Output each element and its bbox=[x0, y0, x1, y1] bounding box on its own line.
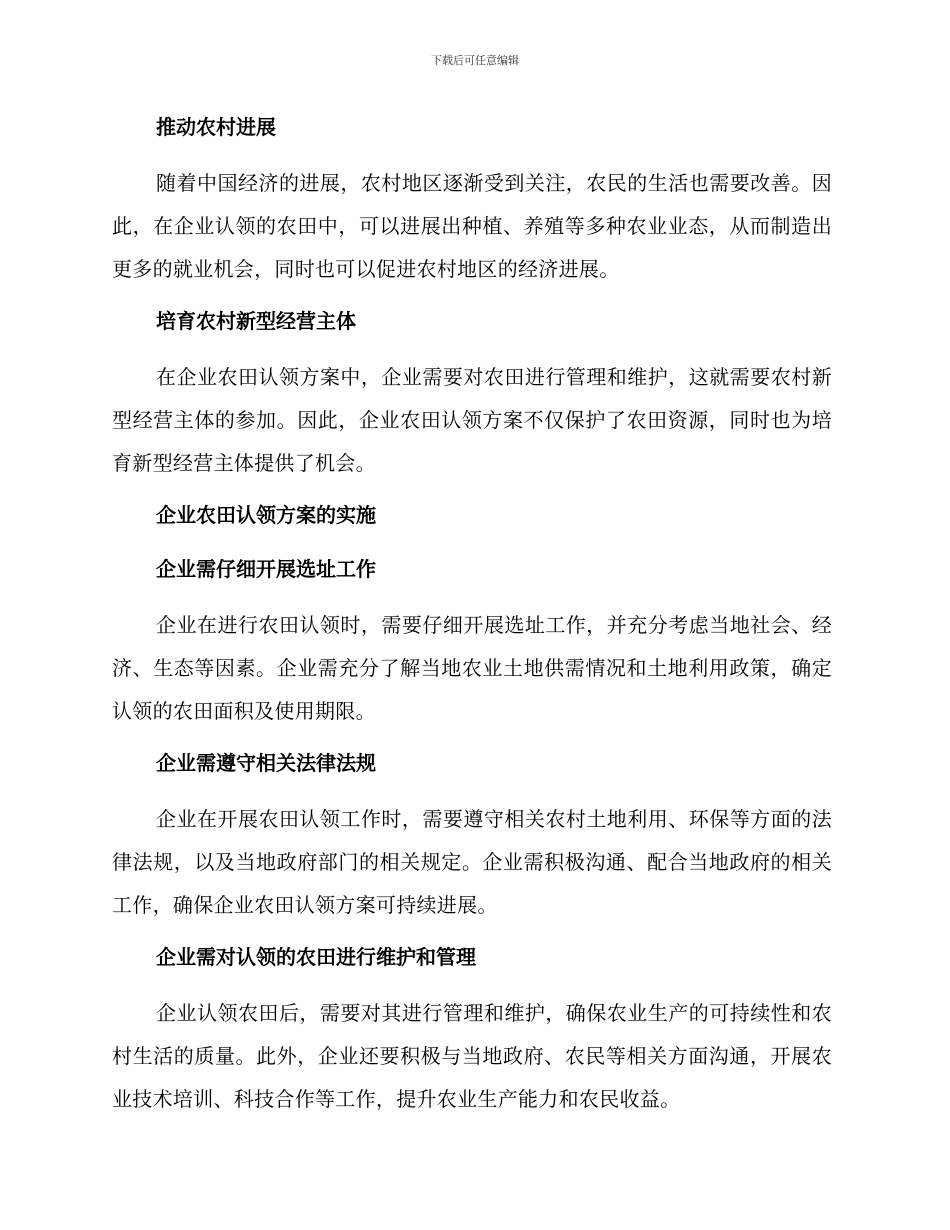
section-paragraph: 企业认领农田后，需要对其进行管理和维护，确保农业生产的可持续性和农村生活的质量。此外，企业还要积极与当地政府、农民等相关方面沟通，开展农业技术培训、科技合作等工作，提升农业生产能力和农民收益。 bbox=[112, 1001, 832, 1111]
section-paragraph: 企业在进行农田认领时，需要仔细开展选址工作，并充分考虑当地社会、经济、生态等因素。企业需充分了解当地农业土地供需情况和土地利用政策，确定认领的农田面积及使用期限。 bbox=[112, 613, 832, 723]
section-paragraph: 随着中国经济的进展，农村地区逐渐受到关注，农民的生活也需要改善。因此，在企业认领的农田中，可以进展出种植、养殖等多种农业业态，从而制造出更多的就业机会，同时也可以促进农村地区的经济进展。 bbox=[112, 171, 832, 281]
section-heading: 企业需遵守相关法律法规 bbox=[156, 751, 376, 775]
section-heading: 企业需对认领的农田进行维护和管理 bbox=[156, 945, 476, 969]
section-heading: 推动农村进展 bbox=[156, 115, 276, 139]
document-body bbox=[112, 108, 832, 1132]
chapter-heading: 企业农田认领方案的实施 bbox=[156, 503, 376, 527]
section-paragraph: 企业在开展农田认领工作时，需要遵守相关农村土地利用、环保等方面的法律法规，以及当地政府部门的相关规定。企业需积极沟通、配合当地政府的相关工作，确保企业农田认领方案可持续进展。 bbox=[112, 807, 832, 917]
section-heading: 企业需仔细开展选址工作 bbox=[156, 557, 376, 581]
section-heading: 培育农村新型经营主体 bbox=[156, 309, 356, 333]
section-paragraph: 在企业农田认领方案中，企业需要对农田进行管理和维护，这就需要农村新型经营主体的参加。因此，企业农田认领方案不仅保护了农田资源，同时也为培育新型经营主体提供了机会。 bbox=[112, 365, 832, 475]
header-note: 下载后可任意编辑 bbox=[431, 54, 519, 67]
